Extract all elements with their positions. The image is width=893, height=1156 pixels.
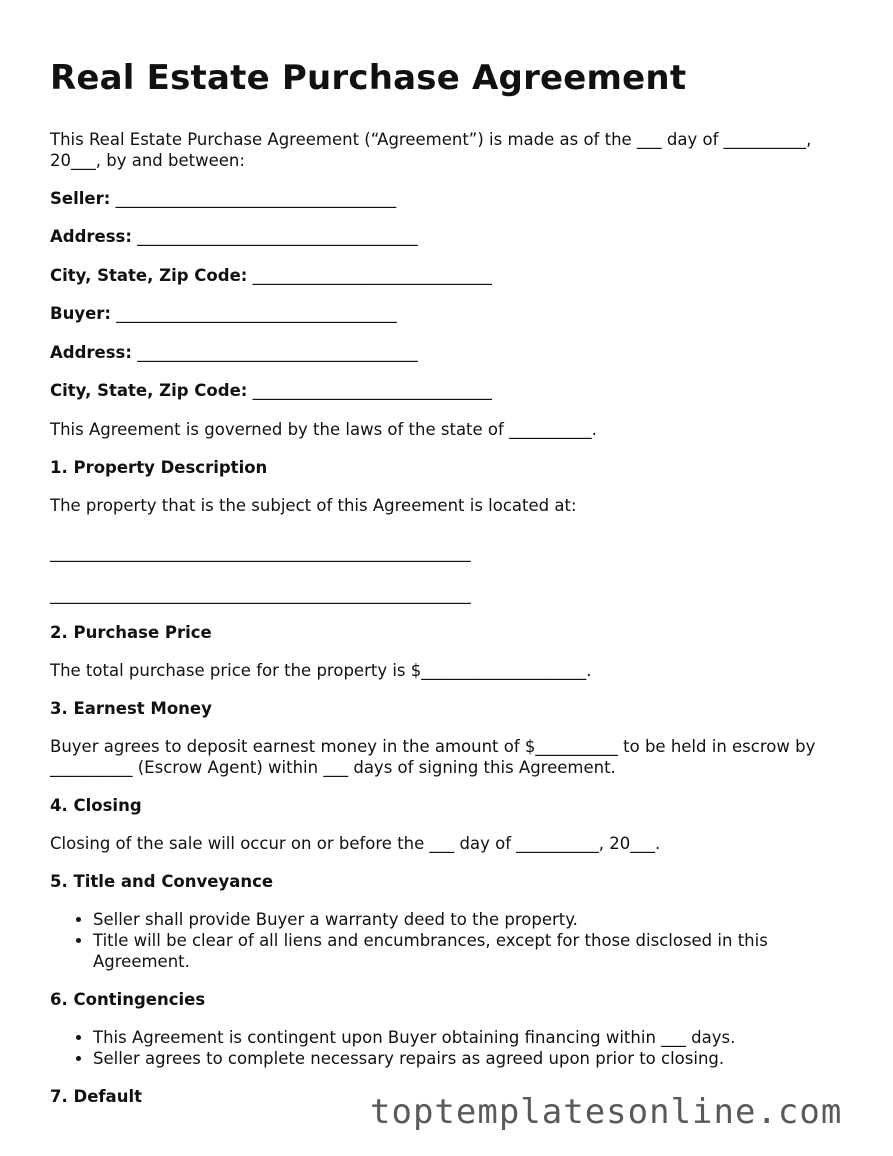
earnest-text: Buyer agrees to deposit earnest money in the amount of $__________ to be held in escrow by __________ (Escrow Agent) within ___ days of signing this Agreement. — [50, 736, 816, 777]
seller-field — [50, 188, 850, 209]
list-item: • Title will be clear of all liens and encumbrances, except for those disclosed in this Agreement. — [93, 930, 850, 972]
section-heading-property: 1. Property Description — [50, 457, 268, 477]
field-blank: __________________________________ — [137, 227, 418, 247]
field-label: City, State, Zip Code: — [50, 381, 248, 401]
field-label: City, State, Zip Code: — [50, 265, 248, 285]
field-blank: __________________________________ — [116, 304, 397, 324]
field-label: Buyer: — [50, 304, 112, 324]
buyer-city-field — [50, 380, 850, 401]
property-line-2: ___________________________________________________ — [50, 584, 471, 604]
seller-address-field — [50, 226, 850, 247]
section-heading-closing: 4. Closing — [50, 795, 142, 815]
section-heading-default: 7. Default — [50, 1086, 142, 1106]
section-heading-contingencies: 6. Contingencies — [50, 989, 206, 1009]
field-blank: _____________________________ — [252, 265, 492, 285]
price-text: The total purchase price for the property is $____________________. — [50, 660, 592, 680]
list-item: • Seller shall provide Buyer a warranty deed to the property. — [93, 909, 850, 930]
contingencies-list — [50, 1027, 850, 1069]
buyer-address-field — [50, 342, 850, 363]
document-page — [50, 58, 850, 1124]
list-item: • This Agreement is contingent upon Buyer obtaining financing within ___ days. — [93, 1027, 850, 1048]
field-label: Address: — [50, 227, 132, 247]
intro-paragraph: This Real Estate Purchase Agreement (“Agreement”) is made as of the ___ day of __________, 20___, by and between: — [50, 129, 812, 170]
buyer-field — [50, 303, 850, 324]
closing-text: Closing of the sale will occur on or before the ___ day of __________, 20___. — [50, 833, 661, 853]
governing-law: This Agreement is governed by the laws of the state of __________. — [50, 419, 597, 439]
watermark: toptemplatesonline.com — [370, 1092, 843, 1132]
section-heading-title: 5. Title and Conveyance — [50, 871, 274, 891]
property-line-1: ___________________________________________________ — [50, 542, 471, 562]
section-heading-earnest: 3. Earnest Money — [50, 698, 212, 718]
field-blank: _____________________________ — [252, 381, 492, 401]
field-label: Address: — [50, 342, 132, 362]
seller-city-field — [50, 265, 850, 286]
document-title: Real Estate Purchase Agreement — [50, 58, 687, 98]
field-blank: __________________________________ — [137, 342, 418, 362]
section-heading-price: 2. Purchase Price — [50, 622, 212, 642]
property-text: The property that is the subject of this Agreement is located at: — [50, 495, 577, 515]
field-blank: __________________________________ — [115, 188, 397, 208]
title-list — [50, 909, 850, 972]
field-label: Seller: — [50, 188, 111, 208]
list-item: • Seller agrees to complete necessary repairs as agreed upon prior to closing. — [93, 1048, 850, 1069]
